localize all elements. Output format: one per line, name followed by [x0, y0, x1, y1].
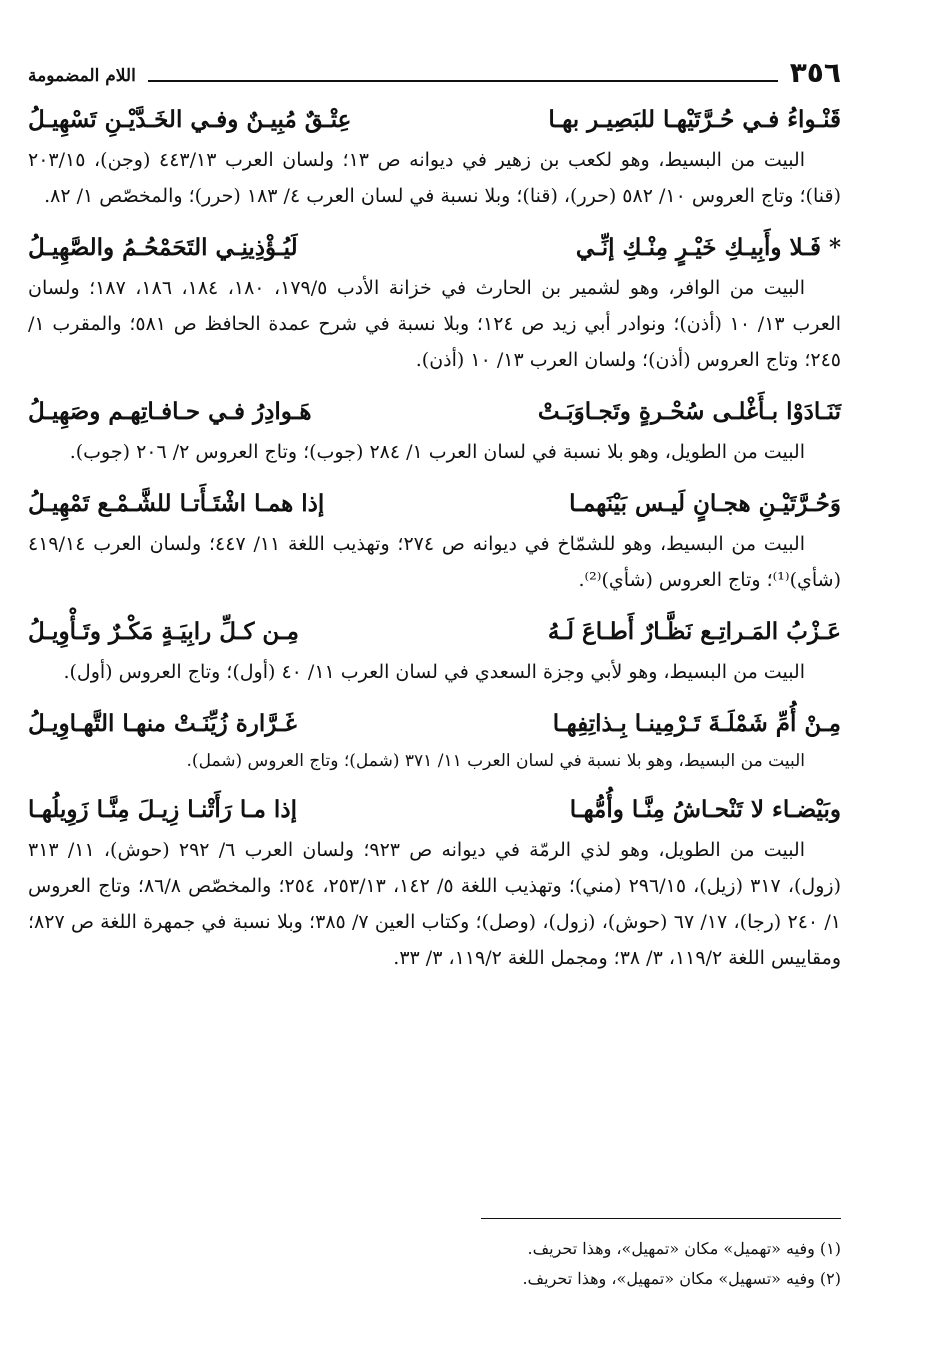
verse-line [28, 704, 841, 744]
verse-second-hemistich: عِتْـقٌ مُبِيـنٌ وفـي الخَـدَّيْـنِ تَسْهِيـلُ [28, 106, 352, 133]
entry-4 [28, 484, 841, 598]
verse-second-hemistich: لَيُـؤْذِينِـي التَحَمْحُـمُ والصَّهِيـلُ [28, 234, 298, 261]
verse-first-hemistich: وبَيْضـاء لا تَنْحـاشُ مِنَّـا وأُمُّهـا [569, 796, 841, 823]
verse-line [28, 790, 841, 830]
verse-line [28, 392, 841, 432]
running-title: اللام المضمومة [28, 66, 136, 86]
verse-commentary: البيت من البسيط، وهو للشمّاخ في ديوانه ص ٢٧٤؛ وتهذيب اللغة ١١/ ٤٤٧؛ ولسان العرب ٤١٩/١٤ (شأي)⁽¹⁾؛ وتاج العروس (شأي)⁽²⁾. [28, 533, 841, 591]
verse-commentary: البيت من البسيط، وهو بلا نسبة في لسان العرب ١١/ ٣٧١ (شمل)؛ وتاج العروس (شمل). [186, 751, 805, 771]
verse-second-hemistich: غَـرَّارة زُيِّنَـتْ منهـا التَّهـاوِيـلُ [28, 710, 297, 737]
entry-7 [28, 790, 841, 976]
footnote-1: (١) وفيه «تهميل» مكان «تمهيل»، وهذا تحريف. [527, 1239, 841, 1258]
verse-second-hemistich: هَـوادِرُ فـي حـافـاتِهـم وصَهِيـلُ [28, 398, 312, 425]
verse-first-hemistich: مِـنْ أُمِّ شَمْلَـةَ تَـرْمِينـا بِـذاتِفِهـا [552, 710, 841, 737]
verse-commentary: البيت من الطويل، وهو بلا نسبة في لسان العرب ١/ ٢٨٤ (جوب)؛ وتاج العروس ٢/ ٢٠٦ (جوب). [69, 441, 805, 463]
footnote-separator [481, 1218, 841, 1219]
verse-line [28, 228, 841, 268]
verse-first-hemistich: قَنْـواءُ فـي حُـرَّتَيْهـا للبَصِيـر بهـا [548, 106, 841, 133]
verse-commentary: البيت من الطويل، وهو لذي الرمّة في ديوانه ص ٩٢٣؛ ولسان العرب ٦/ ٢٩٢ (حوش)، ١١/ ٣١٣ (زول)، ٣١٧ (زيل)، ٢٩٦/١٥ (مني)؛ وتهذيب اللغة ٥/ ١٤٢، ٢٥٣/١٣، ٢٥٤؛ والمخصّص ٨٦/٨؛ وتاج العروس ١/ ٢٤٠ (رجا)، ١٧/ ٦٧ (حوش)، (زول)، (وصل)؛ وكتاب العين ٧/ ٣٨٥؛ وبلا نسبة في جمهرة اللغة ص ٨٢٧؛ ومقاييس اللغة ١١٩/٢، ٣/ ٣٨؛ ومجمل اللغة ١١٩/٢، ٣/ ٣٣. [28, 839, 842, 969]
entry-5 [28, 612, 841, 690]
verse-commentary: البيت من الوافر، وهو لشمير بن الحارث في خزانة الأدب ١٧٩/٥، ١٨٠، ١٨٤، ١٨٦، ١٨٧؛ ولسان العرب ١٣/ ١٠ (أذن)؛ ونوادر أبي زيد ص ١٢٤؛ وبلا نسبة في شرح عمدة الحافظ ص ٥٨١؛ والمقرب ١/ ٢٤٥؛ وتاج العروس (أذن)؛ ولسان العرب ١٣/ ١٠ (أذن). [28, 277, 841, 371]
entry-1 [28, 100, 841, 214]
header-rule [148, 80, 778, 82]
footnote-2: (٢) وفيه «تسهيل» مكان «تمهيل»، وهذا تحريف. [522, 1269, 841, 1288]
entry-3 [28, 392, 841, 470]
footnotes [400, 1234, 841, 1294]
verse-first-hemistich: عَـزْبُ المَـراتِـع نَظَّـارٌ أَطـاعَ لَـهُ [547, 618, 841, 645]
page-number: ٣٥٦ [789, 56, 841, 89]
verse-second-hemistich: إذا همـا اشْتَـأَتـا للشَّـمْـع تَمْهِيـلُ [28, 490, 325, 517]
verse-second-hemistich: إذا مـا رَأَتْنـا زِيـلَ مِنَّـا زَوِيلُهـا [28, 796, 297, 823]
verse-line [28, 612, 841, 652]
verse-first-hemistich: تَنَـادَوْا بـأَغْلـى سُحْـرةٍ وتَجـاوَبَـتْ [537, 398, 841, 425]
verse-line [28, 484, 841, 524]
page-body [28, 100, 841, 990]
verse-first-hemistich: وَحُـرَّتَيْـنِ هجـانٍ لَيـس بَيْنَهمـا [569, 490, 841, 517]
verse-line [28, 100, 841, 140]
verse-first-hemistich: * فَـلا وأَبِيـكِ خَيْـرٍ مِنْـكِ إنِّـي [575, 234, 841, 261]
page-header [28, 54, 841, 88]
verse-second-hemistich: مِـن كـلِّ رابِيَـةٍ مَكْـرٌ وتَـأْوِيـلُ [28, 618, 299, 645]
entry-6 [28, 704, 841, 776]
entry-2 [28, 228, 841, 378]
verse-commentary: البيت من البسيط، وهو لكعب بن زهير في ديوانه ص ١٣؛ ولسان العرب ٤٤٣/١٣ (وجن)، ٢٠٣/١٥ (قنا)؛ وتاج العروس ١٠/ ٥٨٢ (حرر)، (قنا)؛ وبلا نسبة في لسان العرب ٤/ ١٨٣ (حرر)؛ والمخصّص ١/ ٨٢. [28, 149, 841, 207]
verse-commentary: البيت من البسيط، وهو لأبي وجزة السعدي في لسان العرب ١١/ ٤٠ (أول)؛ وتاج العروس (أول). [63, 661, 805, 683]
